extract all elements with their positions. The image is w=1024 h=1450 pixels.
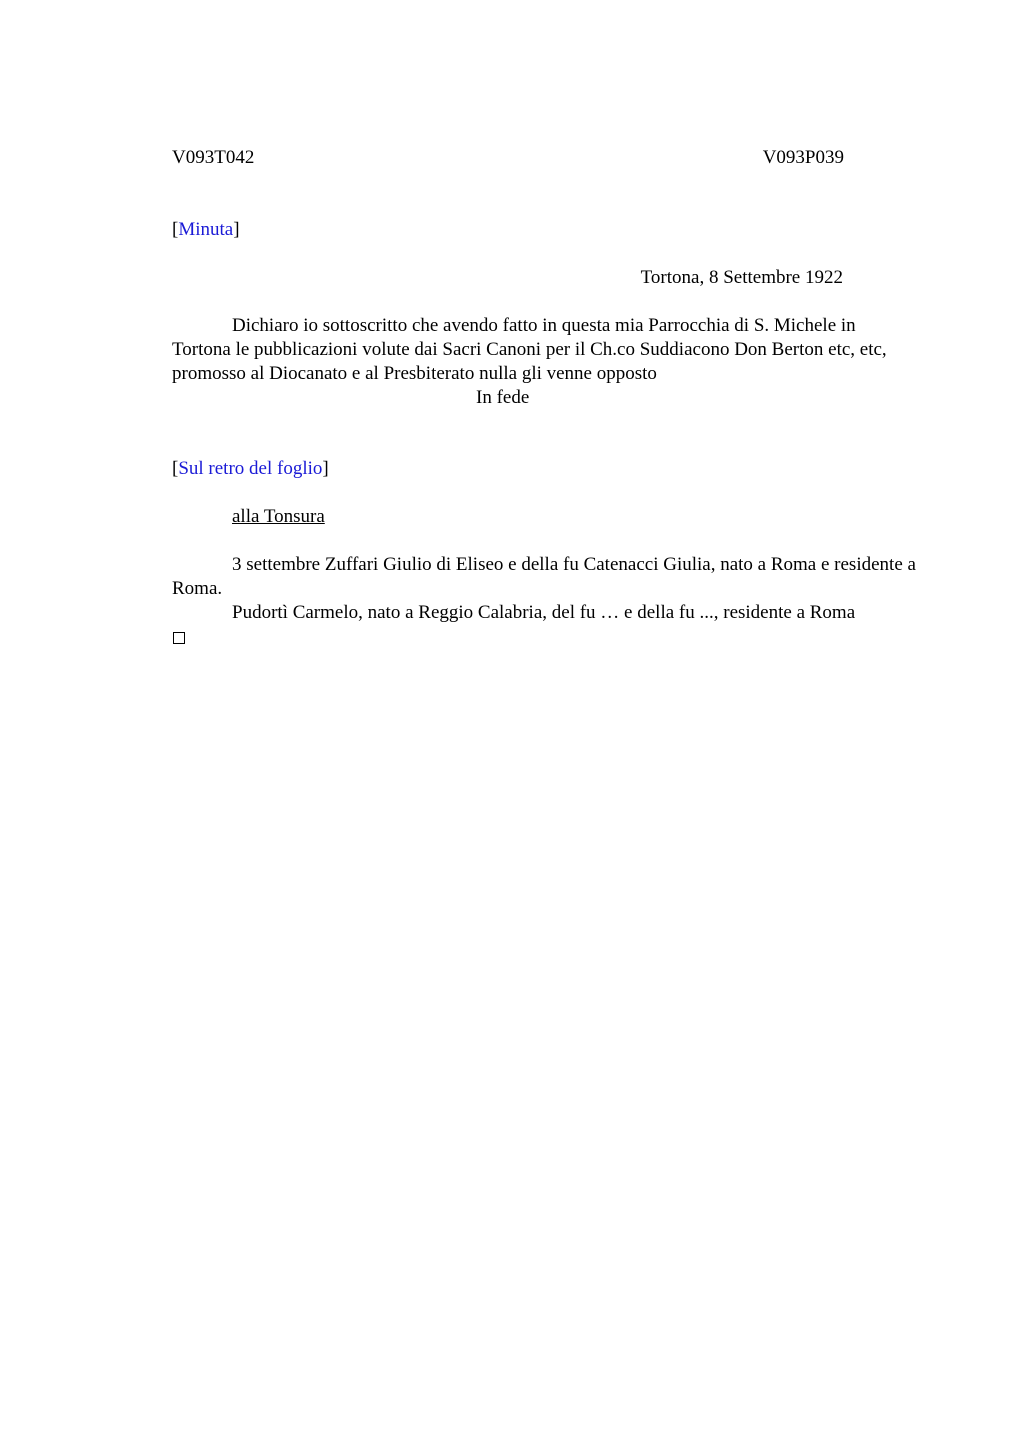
closing-line: In fede <box>476 387 530 408</box>
bracket-open: [ <box>172 458 179 479</box>
checkbox-icon <box>173 632 185 644</box>
document-page <box>172 146 917 649</box>
document-code-right: V093P039 <box>762 147 844 168</box>
document-code-left: V093T042 <box>172 147 255 168</box>
document-header <box>172 146 917 170</box>
declaration-paragraph: Dichiaro io sottoscritto che avendo fatto in questa mia Parrocchia di S. Michele in Tortona le pubblicazioni volute dai Sacri Canoni per il Ch.co Suddiacono Don Berton etc, etc, promosso al Diocanato e al Presbiterato nulla gli venne opposto <box>172 315 887 384</box>
subheading-text: alla Tonsura <box>232 506 325 527</box>
subheading-tonsura <box>172 505 917 529</box>
section-label-retro <box>172 457 917 481</box>
minuta-link[interactable]: Minuta <box>178 219 234 240</box>
bracket-close: ] <box>322 458 329 479</box>
list-item: 3 settembre Zuffari Giulio di Eliseo e della fu Catenacci Giulia, nato a Roma e residente a Roma. <box>172 554 916 599</box>
bracket-close: ] <box>233 219 240 240</box>
trailing-mark-row <box>172 625 917 649</box>
list-item: Pudortì Carmelo, nato a Reggio Calabria, del fu … e della fu ..., residente a Roma <box>232 602 856 623</box>
section-label-minuta <box>172 218 917 242</box>
bracket-open: [ <box>172 219 179 240</box>
retro-link[interactable]: Sul retro del foglio <box>178 458 323 479</box>
date-line: Tortona, 8 Settembre 1922 <box>640 267 843 288</box>
